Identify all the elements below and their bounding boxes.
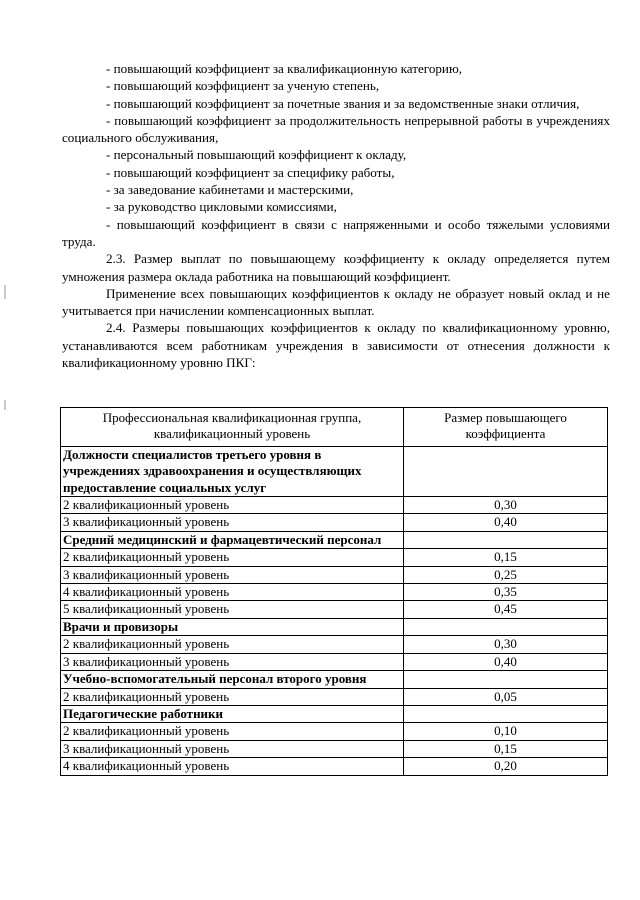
bullet-item: - за руководство цикловыми комиссиями, bbox=[106, 199, 337, 215]
group-value-empty bbox=[404, 705, 608, 722]
level-cell: 4 квалификационный уровень bbox=[61, 584, 404, 601]
group-title: Учебно-вспомогательный персонал второго уровня bbox=[61, 671, 404, 688]
table-row bbox=[61, 740, 608, 757]
coefficient-table bbox=[60, 407, 608, 776]
table-row bbox=[61, 549, 608, 566]
group-row bbox=[61, 618, 608, 635]
table-row bbox=[61, 653, 608, 670]
level-cell: 3 квалификационный уровень bbox=[61, 566, 404, 583]
bullet-item: - повышающий коэффициент за квалификационную категорию, bbox=[106, 61, 462, 76]
table-header-row bbox=[61, 408, 608, 447]
bullet-item: - повышающий коэффициент в связи с напряженными и особо тяжелыми условиями труда. bbox=[62, 216, 610, 249]
value-cell: 0,10 bbox=[404, 723, 608, 740]
bullet-item: - повышающий коэффициент за специфику работы, bbox=[106, 164, 395, 180]
level-cell: 3 квалификационный уровень bbox=[61, 653, 404, 670]
level-cell: 5 квалификационный уровень bbox=[61, 601, 404, 618]
paragraph-2-4: 2.4. Размеры повышающих коэффициентов к окладу по квалификационному уровню, устанавливаются всем работникам учреждения в зависимости от отнесения должности к квалификационному уровню ПКГ: bbox=[62, 320, 610, 371]
value-cell: 0,15 bbox=[404, 549, 608, 566]
group-value-empty bbox=[404, 531, 608, 548]
group-value-empty bbox=[404, 671, 608, 688]
value-cell: 0,05 bbox=[404, 688, 608, 705]
bullet-item: - повышающий коэффициент за продолжительность непрерывной работы в учреждениях социального обслуживания, bbox=[62, 112, 610, 146]
level-cell: 2 квалификационный уровень bbox=[61, 497, 404, 514]
group-value-empty bbox=[404, 446, 608, 496]
group-row bbox=[61, 671, 608, 688]
group-row bbox=[61, 446, 608, 496]
value-cell: 0,15 bbox=[404, 740, 608, 757]
level-cell: 2 квалификационный уровень bbox=[61, 549, 404, 566]
group-title: Средний медицинский и фармацевтический персонал bbox=[61, 531, 404, 548]
scan-margin-mark bbox=[4, 285, 6, 299]
table-row bbox=[61, 514, 608, 531]
bullet-item: - за заведование кабинетами и мастерскими, bbox=[106, 182, 354, 198]
column-header-coefficient: Размер повышающего коэффициента bbox=[404, 408, 608, 447]
group-title: Педагогические работники bbox=[61, 705, 404, 722]
table-row bbox=[61, 723, 608, 740]
scan-margin-mark bbox=[4, 400, 6, 410]
paragraph-apply: Применение всех повышающих коэффициентов к окладу не образует новый оклад и не учитывается при начислении компенсационных выплат. bbox=[62, 285, 610, 319]
table-row bbox=[61, 497, 608, 514]
table-row bbox=[61, 584, 608, 601]
bullet-item: - персональный повышающий коэффициент к окладу, bbox=[106, 147, 407, 163]
value-cell: 0,45 bbox=[404, 601, 608, 618]
table-row bbox=[61, 758, 608, 775]
level-cell: 2 квалификационный уровень bbox=[61, 688, 404, 705]
table-row bbox=[61, 688, 608, 705]
column-header-group: Профессиональная квалификационная группа, квалификационный уровень bbox=[61, 408, 404, 447]
level-cell: 4 квалификационный уровень bbox=[61, 758, 404, 775]
value-cell: 0,20 bbox=[404, 758, 608, 775]
level-cell: 3 квалификационный уровень bbox=[61, 740, 404, 757]
bullet-item: - повышающий коэффициент за ученую степень, bbox=[106, 78, 380, 94]
value-cell: 0,30 bbox=[404, 497, 608, 514]
value-cell: 0,40 bbox=[404, 514, 608, 531]
paragraph-2-3: 2.3. Размер выплат по повышающему коэффициенту к окладу определяется путем умножения размера оклада работника на повышающий коэффициент. bbox=[62, 251, 610, 284]
value-cell: 0,35 bbox=[404, 584, 608, 601]
level-cell: 2 квалификационный уровень bbox=[61, 723, 404, 740]
value-cell: 0,40 bbox=[404, 653, 608, 670]
value-cell: 0,25 bbox=[404, 566, 608, 583]
group-title: Должности специалистов третьего уровня в учреждениях здравоохранения и осуществляющих предоставление социальных услуг bbox=[61, 446, 404, 496]
level-cell: 2 квалификационный уровень bbox=[61, 636, 404, 653]
body-text bbox=[62, 60, 610, 371]
bullet-item: - повышающий коэффициент за почетные звания и за ведомственные знаки отличия, bbox=[106, 95, 580, 111]
level-cell: 3 квалификационный уровень bbox=[61, 514, 404, 531]
group-title: Врачи и провизоры bbox=[61, 618, 404, 635]
group-value-empty bbox=[404, 618, 608, 635]
table-row bbox=[61, 636, 608, 653]
table-row bbox=[61, 601, 608, 618]
group-row bbox=[61, 705, 608, 722]
table-row bbox=[61, 566, 608, 583]
group-row bbox=[61, 531, 608, 548]
value-cell: 0,30 bbox=[404, 636, 608, 653]
